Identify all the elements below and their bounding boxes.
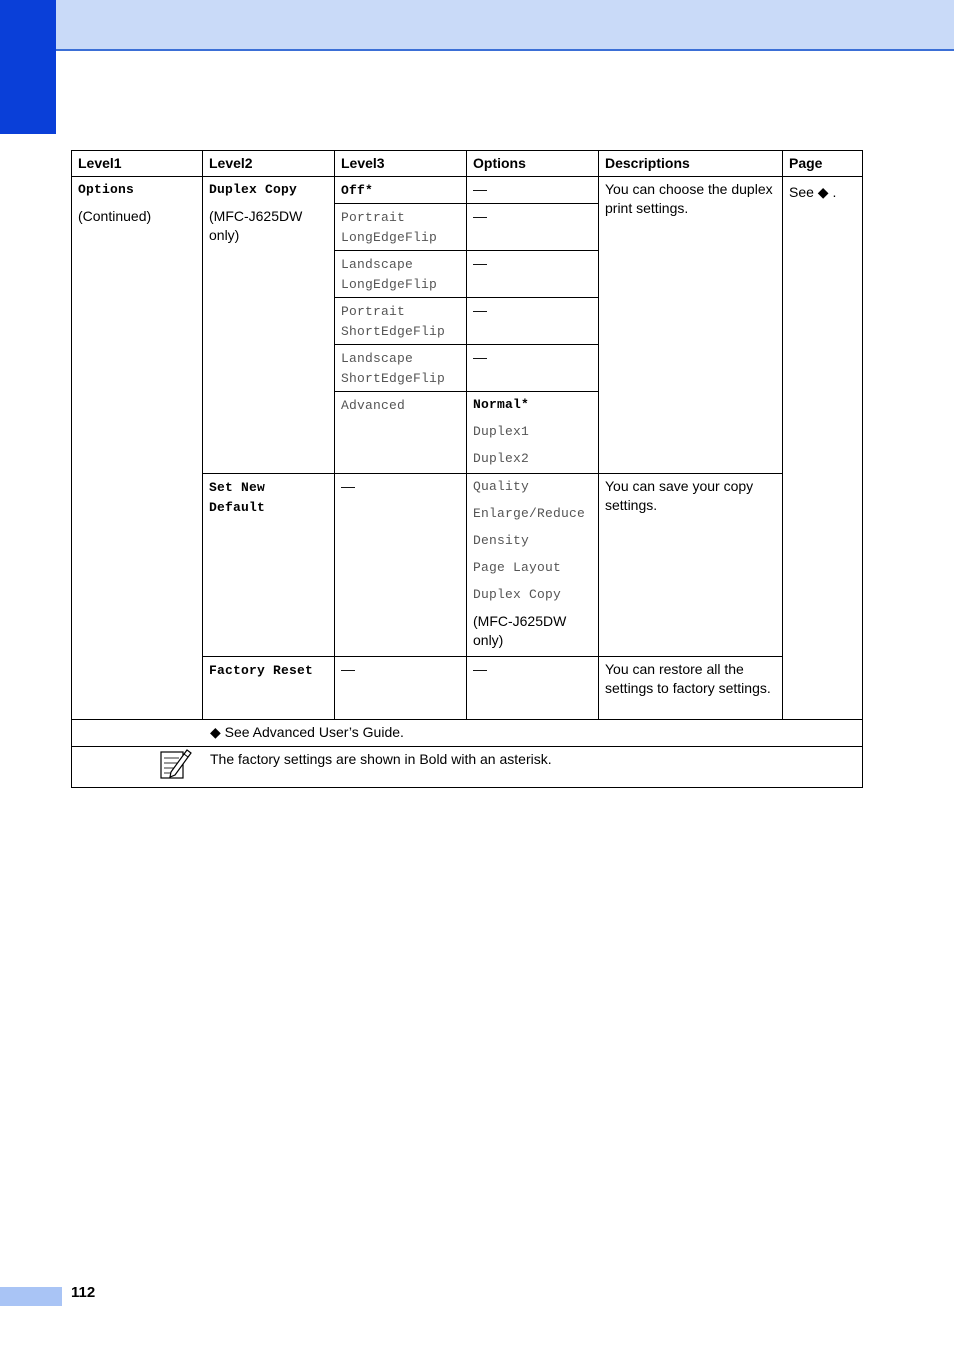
option-value: Quality [473, 479, 530, 494]
duplex-copy-model-note: (MFC-J625DW only) [209, 208, 303, 243]
page-number: 112 [71, 1284, 96, 1301]
level3-value: Off* [341, 183, 374, 198]
option-value: — [473, 349, 487, 365]
header-level1: Level1 [72, 151, 203, 177]
duplex-copy-cell [203, 177, 335, 474]
footnote-text: ◆ See Advanced User’s Guide. [210, 724, 404, 740]
option-value: Enlarge/Reduce [473, 506, 586, 521]
chapter-tab [0, 0, 56, 134]
option-value: Page Layout [473, 560, 562, 575]
level3-cell [335, 298, 467, 345]
options-model-note: (MFC-J625DW only) [473, 613, 567, 648]
page-reference: See ◆ . [789, 184, 837, 200]
option-value: Duplex Copy [473, 587, 562, 602]
header-row [72, 151, 863, 177]
level3-cell [335, 474, 467, 657]
page-cell [783, 177, 863, 720]
level3-cell [335, 657, 467, 720]
option-value: — [473, 255, 487, 271]
header-level3: Level3 [335, 151, 467, 177]
level3-value: Landscape LongEdgeFlip [341, 257, 438, 292]
note-text: The factory settings are shown in Bold with an asterisk. [210, 751, 552, 767]
level3-cell [335, 392, 467, 474]
level3-value: Portrait ShortEdgeFlip [341, 304, 446, 339]
level3-cell [335, 204, 467, 251]
level3-value: — [341, 478, 355, 494]
level1-name: Options [78, 182, 135, 197]
option-cell [467, 298, 599, 345]
level3-value: — [341, 661, 355, 677]
option-value: — [473, 661, 487, 677]
level1-continued: (Continued) [78, 208, 152, 224]
menu-table [71, 150, 863, 788]
level1-cell [72, 177, 203, 720]
option-cell [467, 345, 599, 392]
level3-value: Landscape ShortEdgeFlip [341, 351, 446, 386]
option-cell [467, 251, 599, 298]
option-value: Duplex2 [473, 451, 530, 466]
footnote-row [72, 720, 863, 747]
option-value: — [473, 302, 487, 318]
set-new-default-cell [203, 474, 335, 657]
header-descriptions: Descriptions [599, 151, 783, 177]
header-level2: Level2 [203, 151, 335, 177]
option-value: — [473, 181, 487, 197]
option-value: Density [473, 533, 530, 548]
header-options: Options [467, 151, 599, 177]
factory-reset-name: Factory Reset [209, 663, 314, 678]
option-cell [467, 657, 599, 720]
set-new-default-name: Set New Default [209, 480, 266, 515]
level3-cell [335, 177, 467, 204]
note-pencil-icon [159, 746, 193, 780]
option-value: — [473, 208, 487, 224]
option-cell [467, 392, 599, 474]
factory-reset-cell [203, 657, 335, 720]
header-band [0, 0, 954, 51]
option-value: Duplex1 [473, 424, 530, 439]
footnote-cell [72, 720, 863, 747]
header-page: Page [783, 151, 863, 177]
option-cell [467, 474, 599, 657]
level3-cell [335, 345, 467, 392]
duplex-copy-name: Duplex Copy [209, 182, 298, 197]
option-value: Normal* [473, 397, 530, 412]
page-number-strip [0, 1287, 62, 1306]
level3-value: Advanced [341, 398, 406, 413]
set-new-default-description: You can save your copy settings. [599, 474, 783, 657]
level3-cell [335, 251, 467, 298]
table-row [72, 177, 863, 204]
option-cell [467, 204, 599, 251]
option-cell [467, 177, 599, 204]
level3-value: Portrait LongEdgeFlip [341, 210, 438, 245]
factory-reset-description: You can restore all the settings to factory settings. [599, 657, 783, 720]
duplex-copy-description: You can choose the duplex print settings. [599, 177, 783, 474]
